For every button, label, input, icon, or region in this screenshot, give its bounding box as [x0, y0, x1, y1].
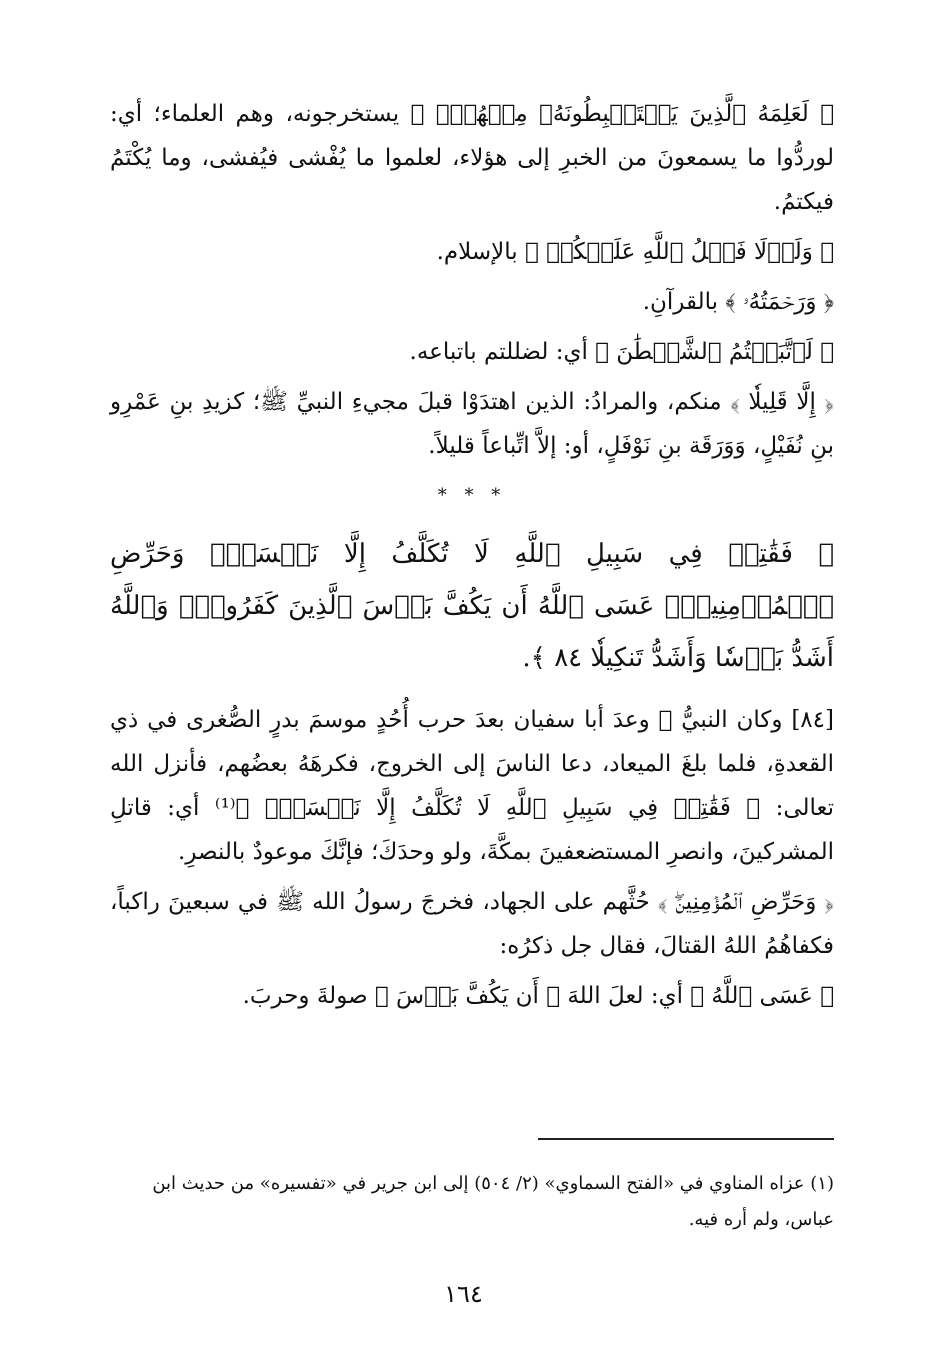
paragraph-7: ﴿ وَحَرِّضِ ٱلۡمُؤۡمِنِينَۖ ﴾ حُثَّهم على الجهاد، فخرجَ رسولُ الله ﷺ في سبعينَ راكباً، فكفاهُمُ اللهُ القتالَ، فقال جل ذكرُه:: [110, 889, 834, 959]
main-text: [110, 92, 834, 1024]
footnote-1: (١) عزاه المناوي في «الفتح السماوي» (٢/ ٥٠٤) إلى ابن جرير في «تفسيره» من حديث ابن عباس، ولم أره فيه.: [152, 1173, 834, 1230]
paragraph-3: ﴿ وَرَحۡمَتُهُۥ ﴾ بالقرآنِ.: [642, 289, 834, 315]
page-number: ١٦٤: [444, 1280, 483, 1308]
paragraph-1: ﴿ لَعَلِمَهُ ٱلَّذِينَ يَسۡتَنۢبِطُونَهُۥ مِنۡهُمۡۗ ﴾ يستخرجونه، وهم العلماء؛ أي: لوردُّوا ما يسمعونَ من الخبرِ إلى هؤلاء، لعلموا ما يُفْشى فيُفشى، وما يُكْتَمُ فيكتمُ.: [110, 101, 835, 215]
paragraph-5: ﴿ إِلَّا قَلِيلٗا ﴾ منكم، والمرادُ: الذين اهتدَوْا قبلَ مجيءِ النبيِّ ﷺ؛ كزيدِ بنِ عَمْرِو بنِ نُفَيْلٍ، وَوَرَقَة بنِ نَوْفَلٍ، أو: إلاَّ اتِّباعاً قليلاً.: [110, 389, 834, 459]
paragraph-2: ﴿ وَلَوۡلَا فَضۡلُ ٱللَّهِ عَلَيۡكُمۡ ﴾ بالإسلام.: [436, 239, 834, 265]
section-separator: * * *: [437, 485, 507, 506]
quran-verse: ﴿ فَقَٰتِلۡ فِي سَبِيلِ ٱللَّهِ لَا تُكَلَّفُ إِلَّا نَفۡسَكَۚ وَحَرِّضِ ٱلۡمُؤۡمِنِينَۖ عَسَى ٱللَّهُ أَن يَكُفَّ بَأۡسَ ٱلَّذِينَ كَفَرُواْۚ وَٱللَّهُ أَشَدُّ بَأۡسٗا وَأَشَدُّ تَنكِيلٗا ٨٤ ﴾.: [110, 539, 834, 673]
footnotes: [110, 1166, 834, 1238]
footnote-divider: [538, 1138, 834, 1140]
paragraph-4: ﴿ لَٱتَّبَعۡتُمُ ٱلشَّيۡطَٰنَ ﴾ أي: لضللتم باتباعه.: [409, 339, 834, 365]
paragraph-6: [٨٤] وكان النبيُّ ﷺ وعدَ أبا سفيان بعدَ حرب أُحُدٍ موسمَ بدرٍ الصُّغرى في ذي القعدةِ، فلما بلغَ الميعاد، دعا الناسَ إلى الخروج، فكرهَهُ بعضُهم، فأنزل الله تعالى: ﴿ فَقَٰتِلۡ فِي سَبِيلِ ٱللَّهِ لَا تُكَلَّفُ إِلَّا نَفۡسَكَۚ ﴾⁽¹⁾ أي: قاتلِ المشركينَ، وانصرِ المستضعفينَ بمكَّةَ، ولو وحدَكَ؛ فإنَّكَ موعودٌ بالنصرِ.: [110, 707, 834, 865]
paragraph-8: ﴿ عَسَى ٱللَّهُ ﴾ أي: لعلَ اللهَ ﴿ أَن يَكُفَّ بَأۡسَ ﴾ صولةَ وحربَ.: [242, 983, 834, 1009]
